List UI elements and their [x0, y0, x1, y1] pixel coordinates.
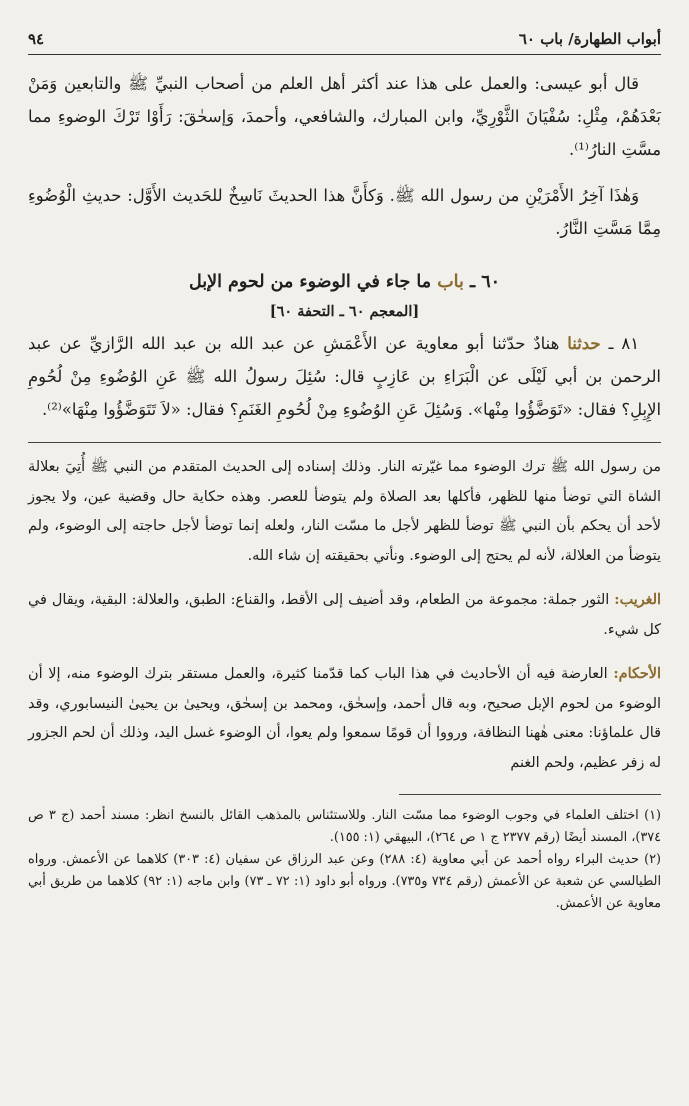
- ahkam-label: الأحكام:: [613, 665, 662, 682]
- hadith-text: هنادٌ حدّثنا أبو معاوية عن الأَعْمَشِ عن عبد الله بن عبد الله الرَّازيِّ عن عبد الرحمن بن أبي لَيْلَى عن الْبَرَاءِ بن عَازِبٍ قال: سُئِلَ رسولُ الله ﷺ عَنِ الوُضُوءِ مِنْ لُحُومِ الإِبِلِ؟ فقال: «تَوَضَّؤُوا مِنْها». وَسُئِلَ عَنِ الوُضُوءِ مِنْ لُحُومِ الغَنَمِ؟ فقال: «لاَ تَتَوَضَّؤُوا مِنْهَا»⁽²⁾.: [28, 334, 661, 419]
- page-number: ٩٤: [28, 30, 45, 48]
- chapter-reference: [المعجم ٦٠ ـ التحفة ٦٠]: [269, 303, 420, 320]
- gharib-text: الثور جملة: مجموعة من الطعام، وقد أضيف إلى الأقط، والقناع: الطبق، والعلالة: البقية، ويقال في كل شيء.: [28, 592, 661, 638]
- main-paragraph-2: وَهٰذَا آخِرُ الأَمْرَيْنِ من رسول الله ﷺ. وَكأَنَّ هذا الحديثَ نَاسِخٌ للحَديث الأَوَّل: حديثِ الْوُضُوءِ مِمَّا مَسَّتِ النَّارُ.: [28, 186, 661, 238]
- chapter-number: ٦٠ ـ: [469, 272, 501, 292]
- chapter-heading: [28, 267, 661, 297]
- hadith-number: ٨١ ـ: [608, 334, 639, 353]
- hadith-keyword: حدثنا: [567, 334, 601, 353]
- main-text: [28, 67, 661, 426]
- main-paragraph-1: قال أبو عيسى: والعمل على هذا عند أكثر أهل العلم من أصحاب النبيِّ ﷺ والتابعين وَمَنْ بَعْدَهُمْ، مِثْلِ: سُفْيَانَ الثَّوْرِيِّ، وابن المبارك، والشافعي، وأحمدَ، وَإسحٰقَ: رَأَوْا تَرْكَ الوضوءِ مما مسَّتِ النارُ⁽¹⁾.: [28, 74, 661, 159]
- gharib-label: الغريب:: [614, 591, 662, 608]
- running-title: أبواب الطهارة/ باب ٦٠: [518, 30, 661, 48]
- footnotes: [28, 805, 661, 915]
- ahkam-text: العارضة فيه أن الأحاديث في هذا الباب كما قدّمنا كثيرة، والعمل مستقر بترك الوضوء منه، إلا أن الوضوء من لحوم الإبل صحيح، وبه قال أحمد، وإسحٰق، ومحمد بن إسحٰق، ويحيىٰ بن يحيىٰ النيسابوري، وقد قال علماؤنا: معنى هٰهنا النظافة، ورووا أن قومًا سمعوا ولم يعوا، أن الوضوء غسل اليد، وذلك أن لحم الجزور له زفر عظيم، ولحم الغنم: [28, 666, 661, 771]
- footnote-2: (٢) حديث البراء رواه أحمد عن أبي معاوية (٤: ٢٨٨) وعن عبد الرزاق عن سفيان (٤: ٣٠٣) كلاهما عن الأعمش. ورواه الطيالسي عن شعبة عن الأعمش (رقم ٧٣٤ و٧٣٥). ورواه أبو داود (١: ٧٢ ـ ٧٣) وابن ماجه (١: ٩٢) كلاهما من طريق أبي معاوية عن الأعمش.: [28, 852, 661, 911]
- page-header: [28, 30, 661, 55]
- footnote-divider: [399, 794, 661, 795]
- footnote-1: (١) اختلف العلماء في وجوب الوضوء مما مسّت النار. وللاستئناس بالمذهب القائل بالنسخ انظر: مسند أحمد (ج ٣ ص ٣٧٤)، المسند أيضًا (رقم ٢٣٧٧ ج ١ ص ٢٦٤)، البيهقي (١: ١٥٥).: [28, 808, 661, 845]
- chapter-keyword: باب: [437, 272, 464, 292]
- ahkam-paragraph: [28, 659, 661, 778]
- commentary-section: [28, 453, 661, 778]
- gharib-paragraph: [28, 585, 661, 645]
- commentary-paragraph-1: من رسول الله ﷺ ترك الوضوء مما غيّرته النار. وذلك إسناده إلى الحديث المتقدم من النبي ﷺ أُتِيَ بعلالة الشاة التي توضأ منها للظهر، فأكلها بعد الصلاة ولم يتوضأ للعصر. وهذه حكاية حال وقضية عين، ولا يجوز لأحد أن يحكم بأن النبي ﷺ توضأ للظهر لأجل ما مسّت النار، ولعله إنما توضأ لأجل حاجته إلى الوضوء، ولم يتوضأ من العلالة، لأنه لم يحتج إلى الوضوء. ونأتي بحقيقته إن شاء الله.: [28, 459, 661, 564]
- hadith-paragraph: [28, 327, 661, 426]
- chapter-title: ما جاء في الوضوء من لحوم الإبل: [188, 272, 432, 292]
- commentary-divider: [28, 442, 661, 443]
